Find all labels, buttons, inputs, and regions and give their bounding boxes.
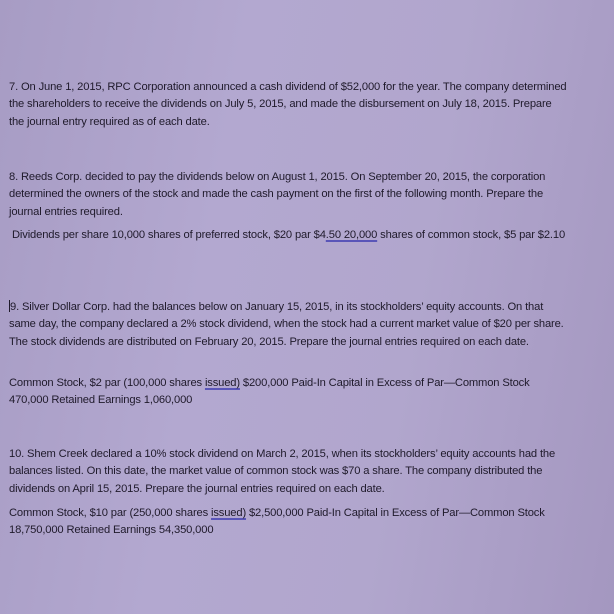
question-9-number: 9 bbox=[10, 301, 17, 313]
question-8 bbox=[9, 169, 569, 221]
question-9 bbox=[9, 299, 569, 351]
question-8-details bbox=[12, 227, 572, 244]
question-9-details-part2: $200,000 Paid-In Capital in Excess of Par—Common Stock 470,000 Retained Earnings 1,060,000 bbox=[9, 377, 530, 407]
question-9-details-part1: Common Stock, $2 par (100,000 shares bbox=[9, 377, 205, 389]
question-10-underlined-text[interactable]: issued) bbox=[211, 507, 247, 519]
question-9-underlined-text[interactable]: issued) bbox=[204, 377, 240, 389]
question-8-details-part2: shares of common stock, $5 par $2.10 bbox=[377, 229, 566, 241]
question-8-text: 8. Reeds Corp. decided to pay the dividends below on August 1, 2015. On September 20, 2015, the corporation determined the owners of the stock and made the cash payment on the first of the following month. Prepare the journal entries required. bbox=[9, 171, 546, 218]
question-10-details-part1: Common Stock, $10 par (250,000 shares bbox=[9, 507, 212, 519]
question-10-details bbox=[9, 505, 569, 540]
question-10-text: 10. Shem Creek declared a 10% stock dividend on March 2, 2015, when its stockholders’ equity accounts had the balances listed. On this date, the market value of common stock was $70 a share. The company distributed the dividends on April 15, 2015. Prepare the journal entries required on each date. bbox=[9, 448, 556, 495]
question-10 bbox=[9, 446, 569, 498]
question-9-details bbox=[9, 375, 569, 410]
question-7 bbox=[9, 79, 569, 131]
question-7-text: 7. On June 1, 2015, RPC Corporation announced a cash dividend of $52,000 for the year. The company determined the shareholders to receive the dividends on July 5, 2015, and made the disbursement on July 18, 2015. Prepare the journal entry required as of each date. bbox=[9, 81, 567, 128]
question-8-details-part1: Dividends per share 10,000 shares of preferred stock, $20 par $4 bbox=[12, 229, 326, 241]
question-9-text: . Silver Dollar Corp. had the balances below on January 15, 2015, in its stockholders’ equity accounts. On that same day, the company declared a 2% stock dividend, when the stock had a current market value of $20 per share. The stock dividends are distributed on February 20, 2015. Prepare the journal entries required on each date. bbox=[9, 301, 564, 348]
question-10-details-part2: $2,500,000 Paid-In Capital in Excess of Par—Common Stock 18,750,000 Retained Earnings 54,350,000 bbox=[9, 507, 545, 537]
question-8-underlined-text[interactable]: .50 20,000 bbox=[325, 229, 378, 241]
